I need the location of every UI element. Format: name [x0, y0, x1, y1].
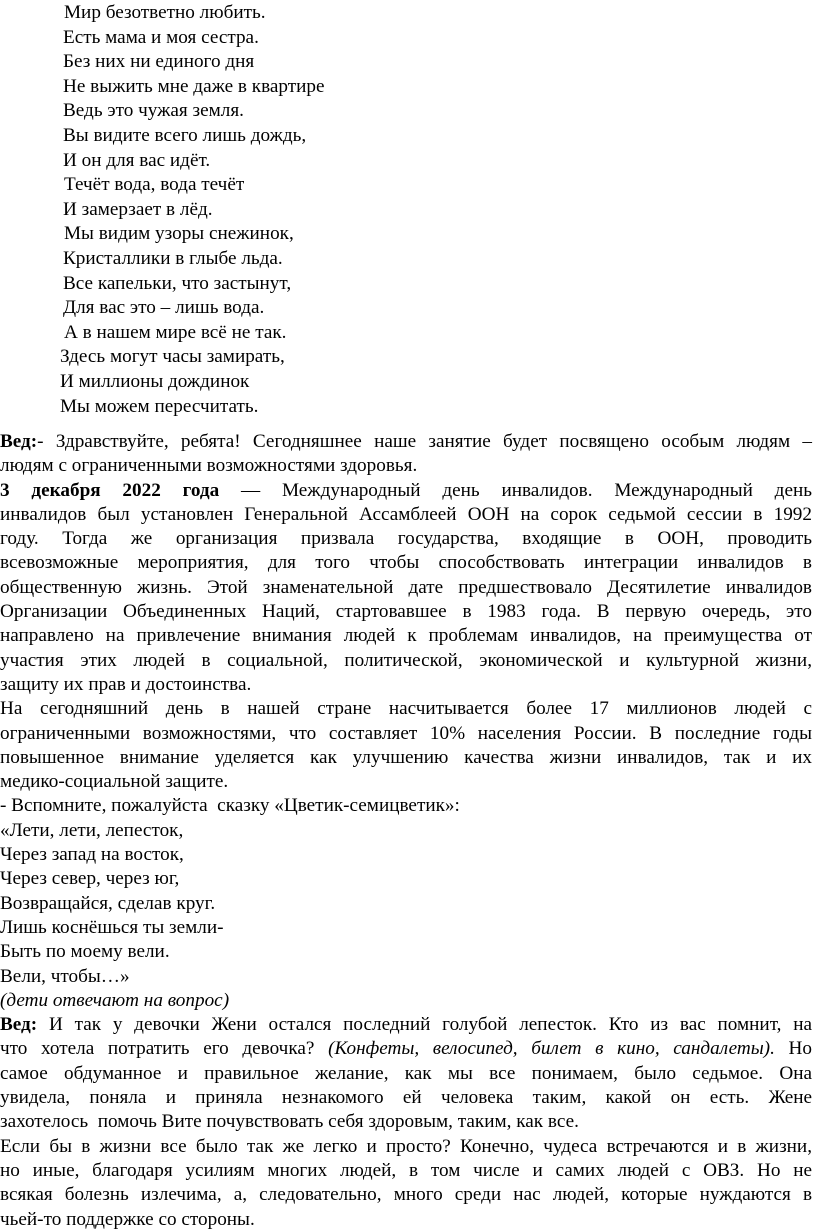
poem-line: Есть мама и моя сестра.	[63, 26, 259, 48]
text-line: захотелось помочь Вите почувствовать себя здоровым, таким, как все.	[0, 1111, 579, 1133]
poem-line: Ведь это чужая земля.	[63, 100, 244, 122]
text-line: всевозможные мероприятия, для того чтобы способствовать интеграции инвалидов в	[0, 552, 812, 574]
text-line: всякая болезнь излечима, а, следовательно, много среди нас людей, которые нуждаются в	[0, 1184, 812, 1206]
text-line: что хотела потратить его девочка? (Конфеты, велосипед, билет в кино, сандалеты). Но	[0, 1038, 812, 1060]
body-text	[0, 430, 812, 1232]
poem-line: Без них ни единого дня	[63, 51, 255, 73]
poem-line: Все капельки, что застынут,	[63, 272, 292, 294]
poem-line: Не выжить мне даже в квартире	[63, 75, 325, 97]
text-line: но иные, благодаря усилиям многих людей, в том числе и самих людей с ОВЗ. Но не	[0, 1159, 812, 1181]
poem-line: Мы видим узоры снежинок,	[64, 223, 294, 245]
text-line: участия этих людей в социальной, политической, экономической и культурной жизни,	[0, 649, 812, 671]
text-line: ограниченными возможностями, что составляет 10% населения России. В последние годы	[0, 722, 812, 744]
text-line: инвалидов был установлен Генеральной Ассамблеей ООН на сорок седьмой сессии в 1992	[0, 503, 812, 525]
text-line: году. Тогда же организация призвала государства, входящие в ООН, проводить	[0, 528, 812, 550]
verse-line: Вели, чтобы…»	[0, 965, 130, 987]
text-line: повышенное внимание уделяется как улучшению качества жизни инвалидов, так и их	[0, 746, 812, 768]
date-heading: 3 декабря 2022 года	[0, 479, 220, 501]
text-line: направлено на привлечение внимания людей к проблемам инвалидов, на преимущества от	[0, 625, 812, 647]
stage-direction: (дети отвечают на вопрос)	[0, 989, 230, 1011]
verse-line: Через запад на восток,	[0, 844, 184, 866]
verse-line: Возвращайся, сделав круг.	[0, 892, 216, 914]
poem-line: И замерзает в лёд.	[63, 198, 213, 220]
text-line: чьей-то поддержке со стороны.	[0, 1208, 255, 1230]
answer-examples: (Конфеты, велосипед, билет в кино, сандалеты).	[328, 1038, 775, 1060]
text-line: - Вспомните, пожалуйста сказку «Цветик-семицветик»:	[0, 795, 460, 817]
poem-line: Кристаллики в глыбе льда.	[63, 247, 283, 269]
verse-line: Быть по моему вели.	[0, 941, 170, 963]
verse-line: Лишь коснёшься ты земли-	[0, 916, 224, 938]
poem-line: Здесь могут часы замирать,	[60, 346, 285, 368]
text-line: защиту их прав и достоинства.	[0, 673, 252, 695]
text-line: 3 декабря 2022 года — Международный день инвалидов. Международный день	[0, 479, 812, 501]
text-line: самое обдуманное и правильное желание, как мы все понимаем, было седьмое. Она	[0, 1062, 812, 1084]
text-line: Если бы в жизни все было так же легко и просто? Конечно, чудеса встречаются и в жизни,	[0, 1135, 812, 1157]
verse-line: «Лети, лети, лепесток,	[0, 819, 184, 841]
poem-line: Мир безответно любить.	[64, 2, 266, 23]
poem-line: И миллионы дождинок	[60, 370, 250, 392]
text-line: Вед: И так у девочки Жени остался последний голубой лепесток. Кто из вас помнит, на	[0, 1014, 812, 1036]
text-line: общественную жизнь. Этой знаменательной дате предшествовало Десятилетие инвалидов	[0, 576, 812, 598]
poem-line: Вы видите всего лишь дождь,	[63, 124, 307, 146]
poem	[0, 1, 816, 419]
poem-line: Мы можем пересчитать.	[60, 395, 259, 417]
text-line: Организации Объединенных Наций, стартовавшее в 1983 года. В первую очередь, это	[0, 601, 812, 623]
text-line: людям с ограниченными возможностями здоровья.	[0, 455, 418, 477]
poem-line: Течёт вода, вода течёт	[64, 174, 245, 196]
speaker-label: Вед:	[0, 1014, 38, 1036]
verse-line: Через север, через юг,	[0, 868, 180, 890]
text-line: медико-социальной защите.	[0, 771, 229, 793]
text-line	[0, 989, 812, 1013]
text-line: Вед:- Здравствуйте, ребята! Сегодняшнее наше занятие будет посвящено особым людям –	[0, 431, 812, 452]
speaker-label: Вед:	[0, 431, 38, 452]
text-line: увидела, поняла и приняла незнакомого ей человека таким, какой он есть. Жене	[0, 1087, 812, 1109]
poem-line: А в нашем мире всё не так.	[64, 321, 287, 343]
text-line: На сегодняшний день в нашей стране насчитывается более 17 миллионов людей с	[0, 698, 812, 720]
poem-line: Для вас это – лишь вода.	[63, 297, 265, 319]
poem-line: И он для вас идёт.	[63, 149, 211, 171]
